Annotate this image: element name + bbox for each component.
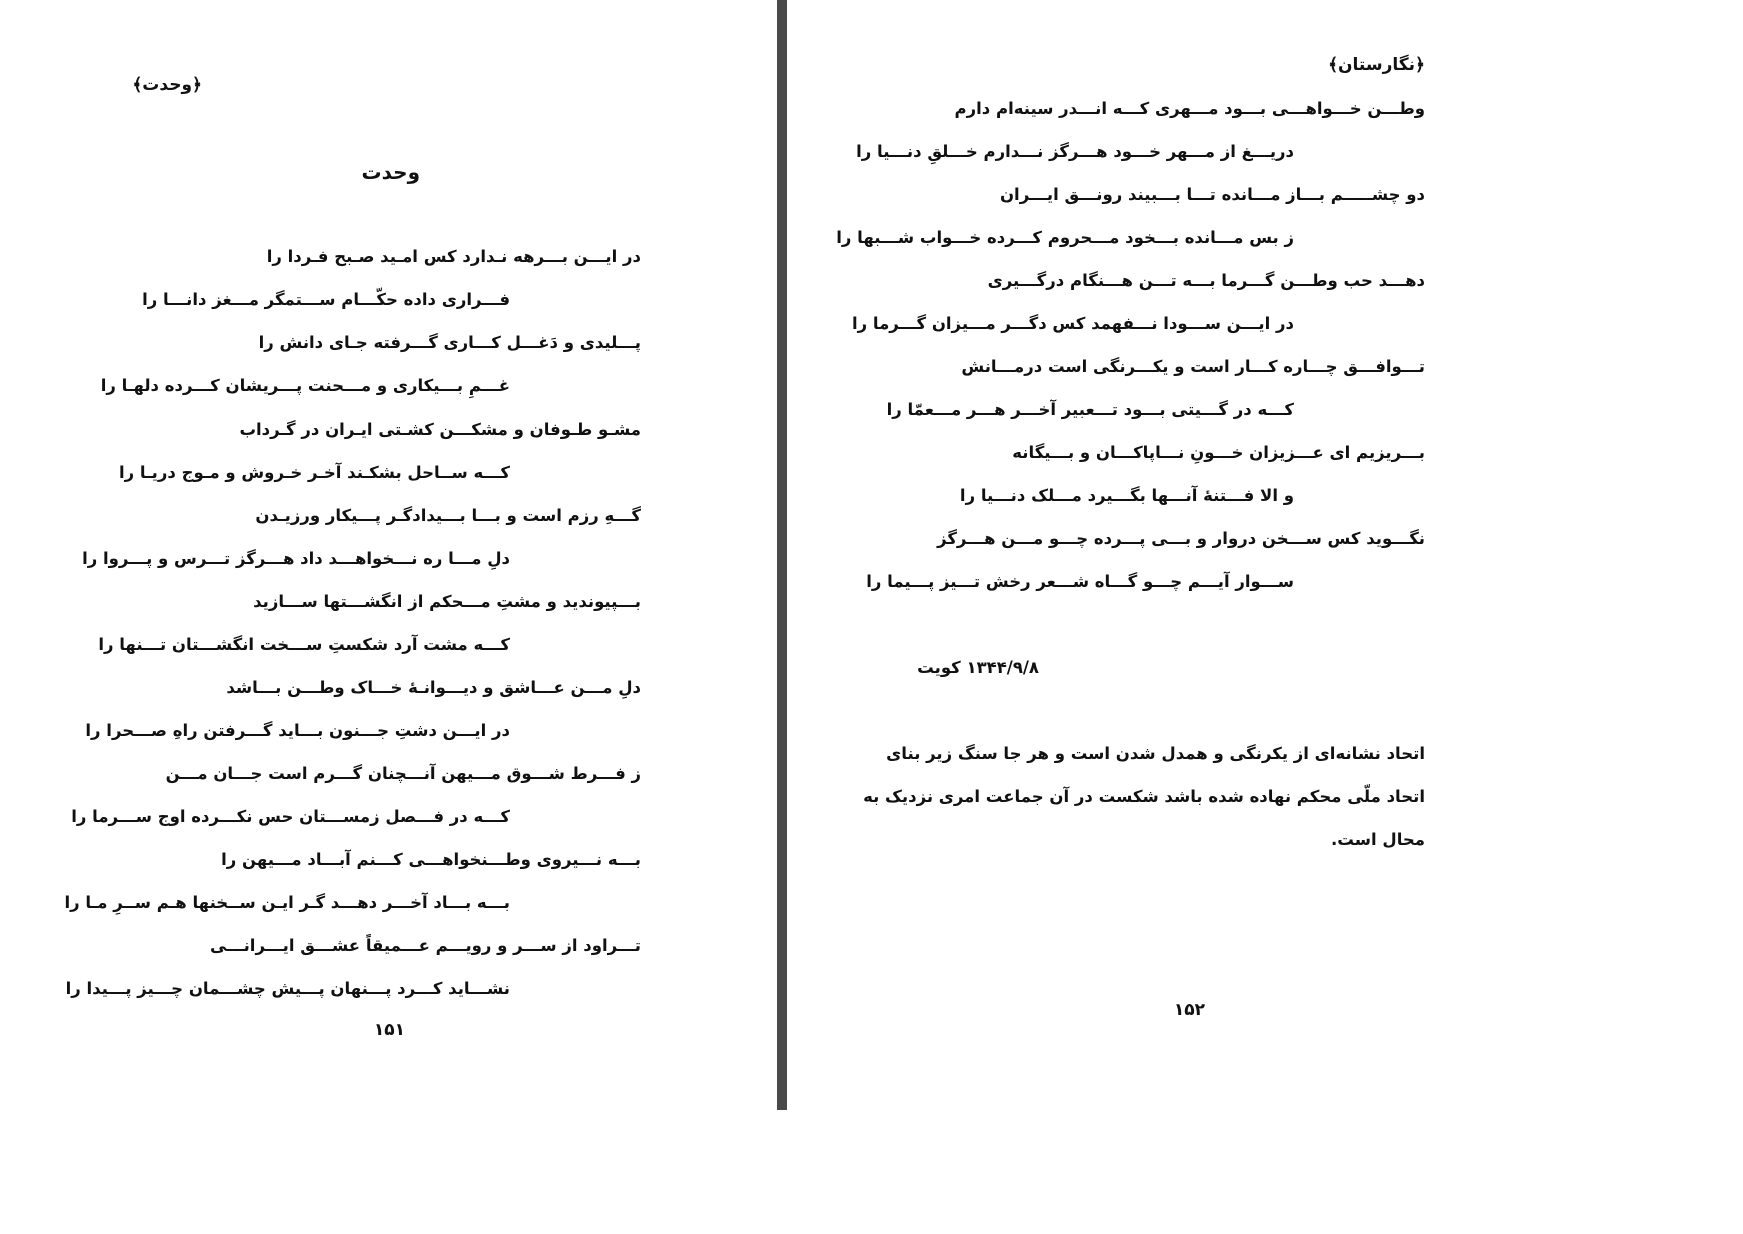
verse-line: دریـــغ از مـــهر خـــود هـــرگز نـــدارم خـــلقِ دنـــیا را	[856, 142, 1294, 161]
verse-line: دهـــد حب وطـــن گـــرما بـــه تـــن هـــنگام درگـــیری	[987, 271, 1425, 290]
verse-line: در ایـــن دشتِ جـــنون بـــاید گـــرفتن راهِ صـــحرا را	[85, 721, 510, 740]
verse-line: کـــه مشت آرد شکستِ ســـخت انگشـــتان تـــنها را	[98, 635, 510, 654]
note-line: اتحاد نشانه‌ای از یکرنگی و همدل شدن است و هر جا سنگ زیر بنای	[886, 744, 1425, 763]
left-page-number: ۱۵۱	[373, 1020, 405, 1040]
verse-line: ز فـــرط شـــوق مـــیهن آنـــچنان گـــرم است جـــان مـــن	[165, 764, 641, 783]
verse-line: غـــمِ بـــیکاری و مـــحنت پـــریشان کـــرده دلهـا را	[100, 376, 510, 395]
verse-line: تـــوافـــق چـــاره کـــار است و یکـــرنگی است درمـــانش	[961, 357, 1425, 376]
note-line: محال است.	[1331, 830, 1425, 849]
verse-line: کـــه ســاحل بشکـند آخـر خـروش و مـوج دریـا را	[118, 463, 510, 482]
verse-line: در ایـــن بـــرهه نـدارد کس امـید صـبح فـردا را	[266, 247, 641, 266]
verse-line: ســـوار آیـــم چـــو گـــاه شـــعر رخش تـــیز پـــیما را	[866, 572, 1294, 591]
verse-line: وطـــن خـــواهـــی بـــود مـــهری کـــه انـــدر سینه‌ام دارم	[954, 99, 1425, 118]
verse-line: دلِ مـــن عـــاشق و دیـــوانـهٔ خـــاک وطـــن بـــاشد	[226, 678, 641, 697]
verse-line: مشـو طـوفان و مشکـــن کشـتی ایـران در گـرداب	[239, 420, 641, 439]
verse-line: کـــه در گـــیتی بـــود تـــعبیر آخـــر هـــر مـــعمّا را	[886, 400, 1294, 419]
verse-line: فـــراری داده حکّـــام ســـتمگر مـــغز دانـــا را	[142, 290, 510, 309]
verse-line: بـــه بـــاد آخـــر دهـــد گـر ایـن ســخنها هـم ســرِ مـا را	[64, 893, 510, 912]
verse-line: بـــه نـــیروی وطـــنخواهـــی کـــنم آبـــاد مـــیهن را	[221, 850, 641, 869]
book-spine	[777, 0, 787, 1110]
verse-line: کـــه در فـــصل زمســـتان حس نکـــرده اوج ســـرما را	[71, 807, 510, 826]
verse-line: تـــراود از ســـر و رویـــم عـــمیقاً عشـــق ایـــرانـــی	[209, 936, 641, 955]
verse-line: نگـــوید کس ســـخن دروار و بـــی پـــرده چـــو مـــن هـــرگز	[937, 529, 1425, 548]
verse-line: و الا فـــتنهٔ آنـــها بگـــیرد مـــلک دنـــیا را	[959, 486, 1294, 505]
verse-line: بـــریزیم ای عـــزیزان خـــونِ نـــاپاکـــان و بـــیگانه	[1012, 443, 1425, 462]
right-page	[787, 0, 1567, 1110]
verse-line: گـــهِ رزم است و بـــا بـــیدادگـر پـــیکار ورزیـدن	[255, 506, 641, 525]
poem-title: وحدت	[361, 160, 420, 184]
right-running-head: ﴿نگارستان﴾	[1328, 55, 1425, 75]
verse-line: در ایـــن ســـودا نـــفهمد کس دگـــر مـــیزان گـــرما را	[851, 314, 1294, 333]
left-page	[0, 0, 777, 1110]
verse-line: دلِ مـــا ره نـــخواهـــد داد هـــرگز تـــرس و پـــروا را	[82, 549, 510, 568]
verse-line: نشـــاید کـــرد پـــنهان پـــیش چشـــمان چـــیز پـــیدا را	[65, 979, 510, 998]
verse-line: پـــلیدی و دَغـــل کـــاری گـــرفته جـای دانش را	[258, 333, 641, 352]
right-page-number: ۱۵۲	[1173, 1000, 1205, 1020]
poem-date: ۱۳۴۴/۹/۸ کویت	[917, 658, 1039, 677]
verse-line: ز بس مـــانده بـــخود مـــحروم کـــرده خـــواب شـــبها را	[836, 228, 1294, 247]
note-line: اتحاد ملّی محکم نهاده شده باشد شکست در آن جماعت امری نزدیک به	[863, 787, 1425, 806]
verse-line: دو چشـــــم بـــاز مـــانده تـــا بـــبیند رونـــق ایـــران	[999, 185, 1425, 204]
verse-line: بـــپیوندید و مشتِ مـــحکم از انگشـــتها ســـازید	[253, 592, 641, 611]
left-running-head: ﴿وحدت﴾	[132, 75, 202, 95]
